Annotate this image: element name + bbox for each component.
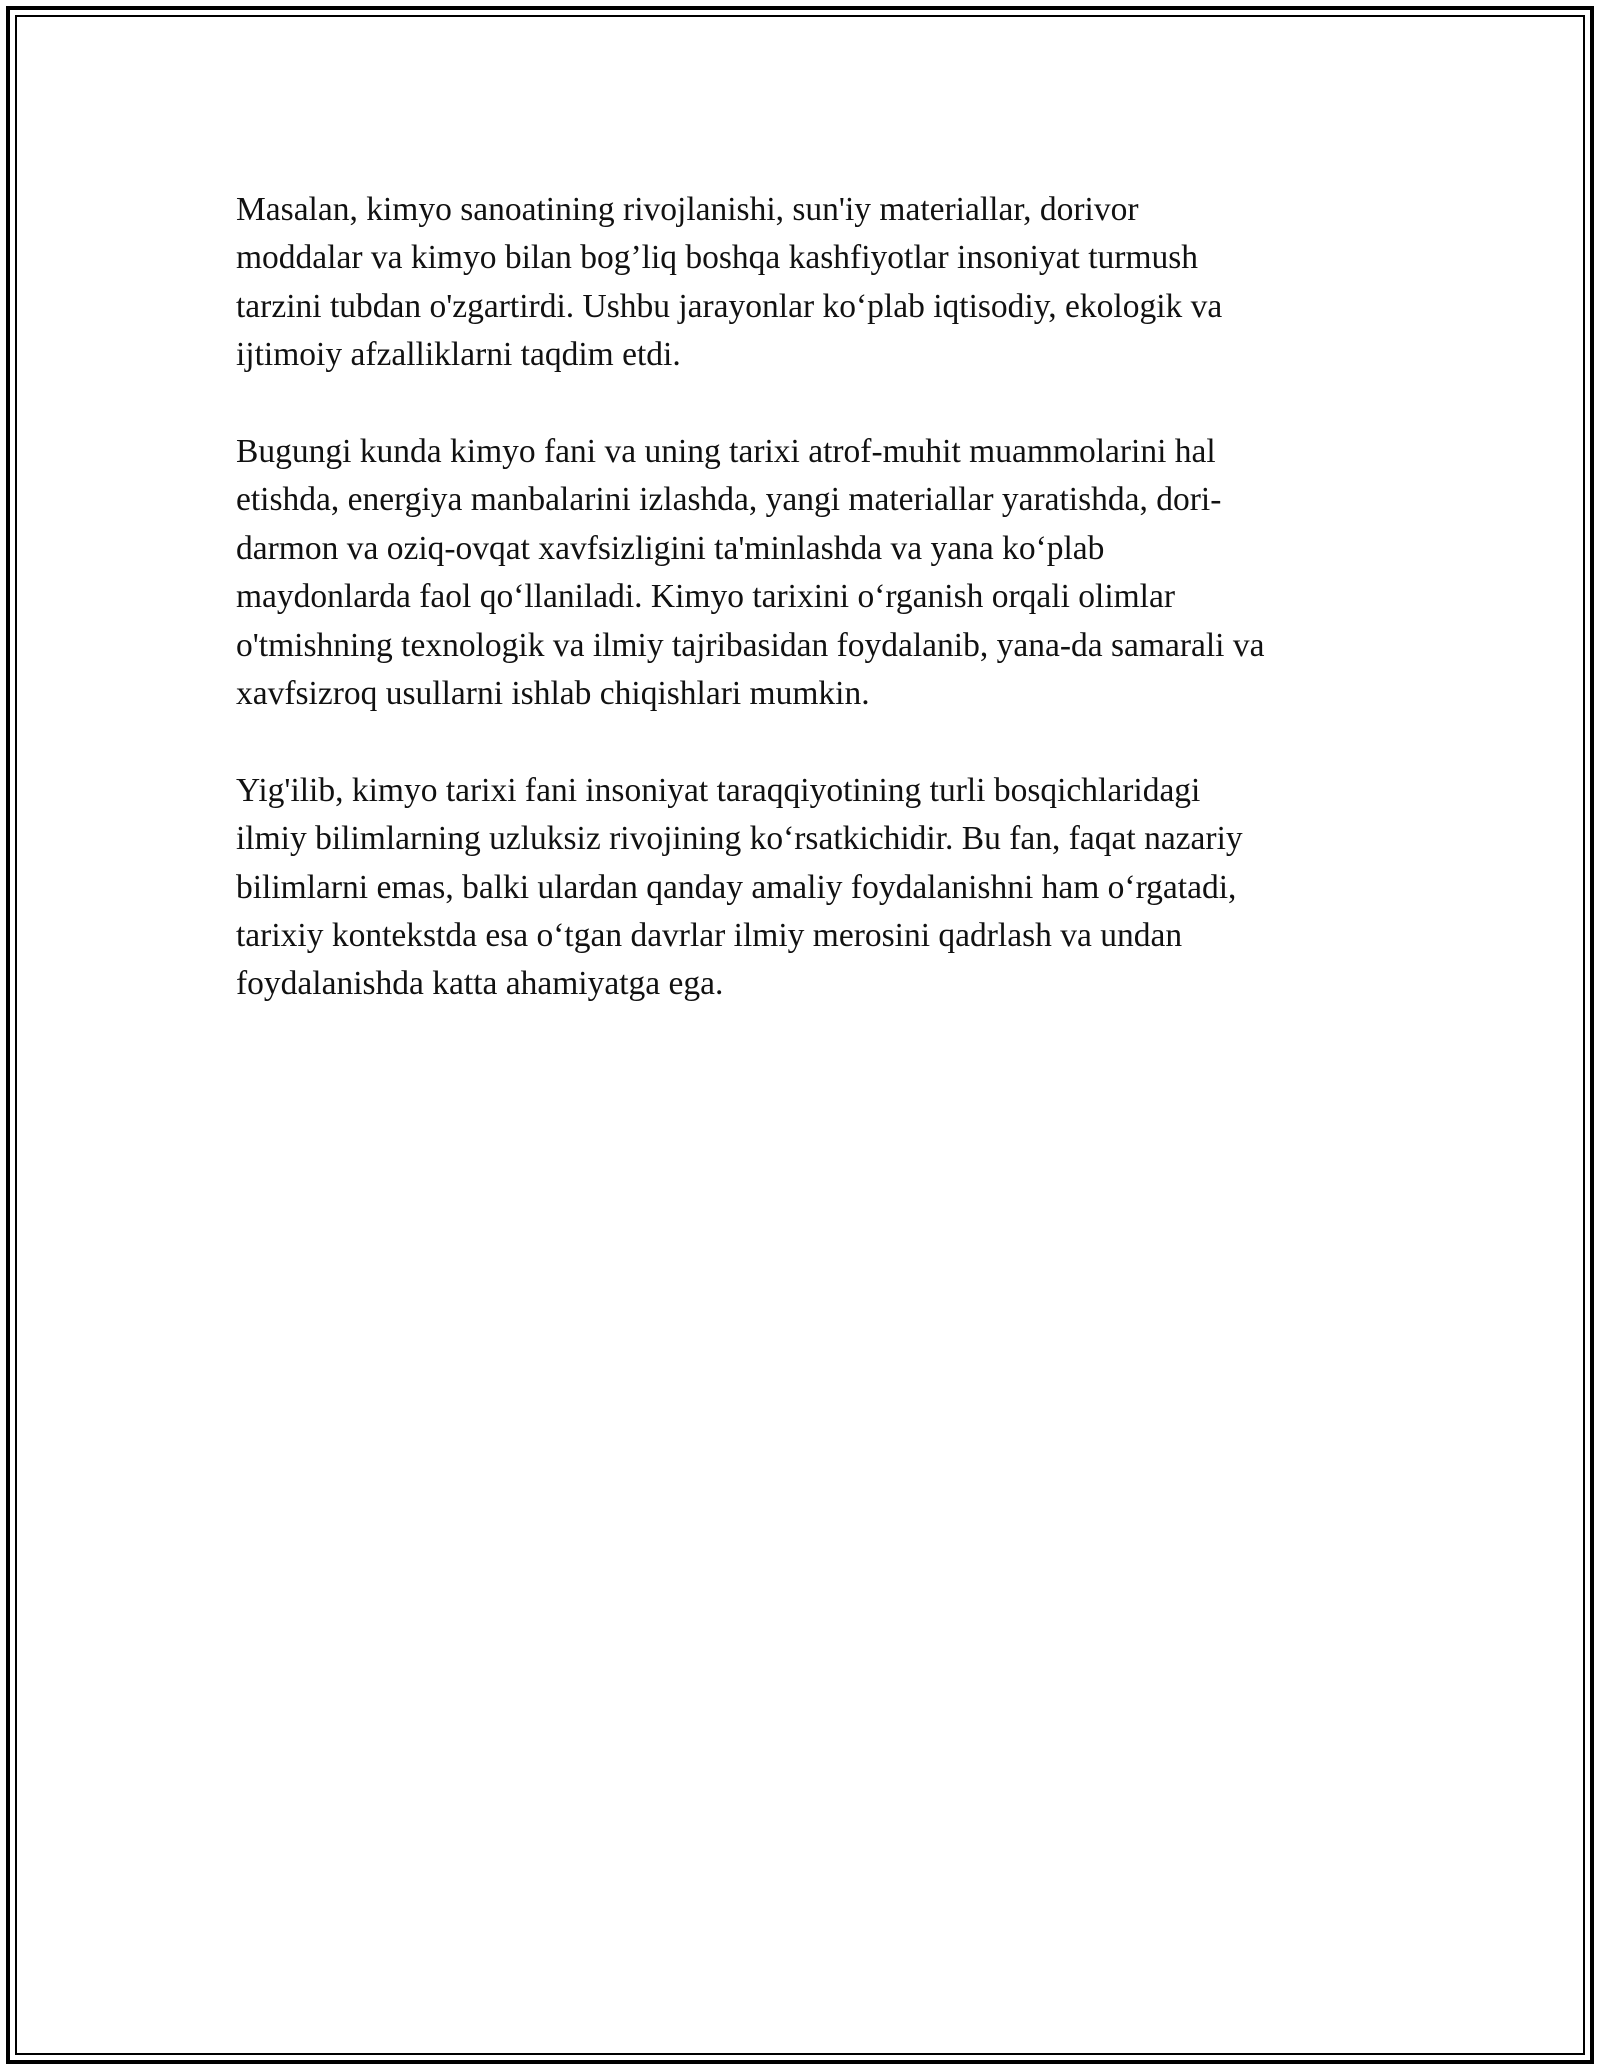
document-body [236,186,1376,1057]
paragraph-1: Masalan, kimyo sanoatining rivojlanishi, sun'iy materiallar, dorivor moddalar va kimyo bilan bog’liq boshqa kashfiyotlar insoniyat turmush tarzini tubdan o'zgartirdi. Ushbu jarayonlar ko‘plab iqtisodiy, ekologik va ijtimoiy afzalliklarni taqdim etdi. [236,191,1223,374]
paragraph-2: Bugungi kunda kimyo fani va uning tarixi atrof-muhit muammolarini hal etishda, energiya manbalarini izlashda, yangi materiallar yaratishda, dori- darmon va oziq-ovqat xavfsizligini ta'minlashda va yana ko‘plab maydonlarda faol qo‘llaniladi. Kimyo tarixini o‘rganish orqali olimlar o'tmishning texnologik va ilmiy tajribasidan foydalanib, yana-da samarali va xavfsizroq usullarni ishlab chiqishlari mumkin. [236,433,1265,713]
paragraph-3: Yig'ilib, kimyo tarixi fani insoniyat taraqqiyotining turli bosqichlaridagi ilmiy bilimlarning uzluksiz rivojining ko‘rsatkichidir. Bu fan, faqat nazariy bilimlarni emas, balki ulardan qanday amaliy foydalanishni ham o‘rgatadi, tarixiy kontekstda esa o‘tgan davrlar ilmiy merosini qadrlash va undan foydalanishda katta ahamiyatga ega. [236,771,1243,1003]
